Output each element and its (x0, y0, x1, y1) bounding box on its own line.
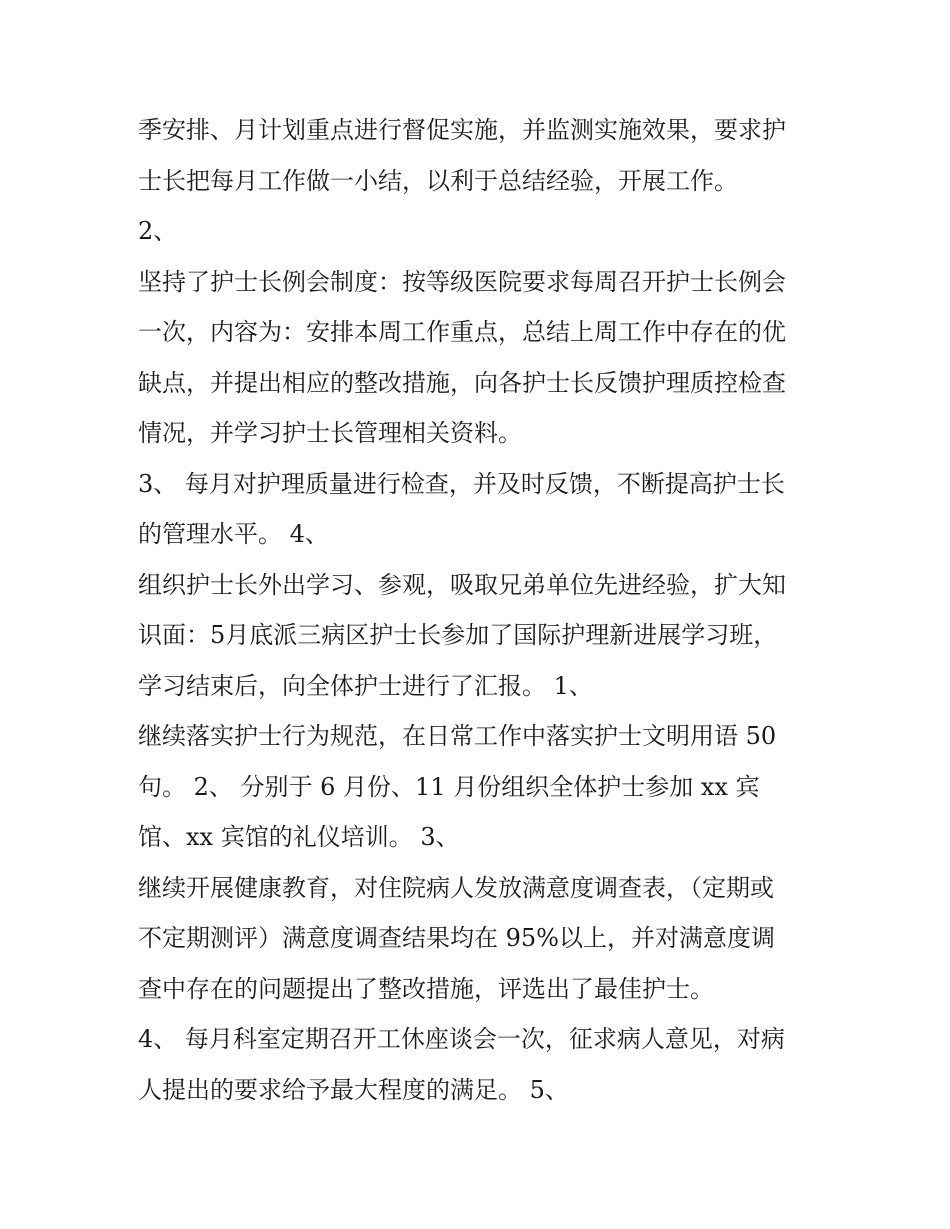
body-text (138, 105, 828, 1115)
text-line: 2、 (138, 217, 178, 245)
text-line: 3、 每月对护理质量进行检查，并及时反馈，不断提高护士长 (138, 469, 785, 498)
text-line: 一次，内容为：安排本周工作重点，总结上周工作中存在的优 (138, 318, 786, 346)
text-line: 人提出的要求给予最大程度的满足。 5、 (138, 1075, 569, 1104)
text-line: 继续开展健康教育，对住院病人发放满意度调查表，（定期或 (138, 873, 774, 902)
text-line: 组织护士长外出学习、参观，吸取兄弟单位先进经验，扩大知 (138, 570, 786, 599)
text-line: 4、 每月科室定期召开工休座谈会一次，征求病人意见，对病 (138, 1025, 785, 1053)
text-line: 学习结束后，向全体护士进行了汇报。 1、 (138, 671, 593, 700)
text-line: 句。 2、 分别于 6 月份、11 月份组织全体护士参加 xx 宾 (138, 772, 760, 801)
text-line: 的管理水平。 4、 (138, 520, 329, 548)
text-line: 识面：5月底派三病区护士长参加了国际护理新进展学习班， (138, 621, 778, 649)
text-line: 继续落实护士行为规范，在日常工作中落实护士文明用语 50 (138, 722, 777, 750)
text-line: 士长把每月工作做一小结，以利于总结经验，开展工作。 (138, 166, 738, 195)
text-line: 不定期测评）满意度调查结果均在 95%以上，并对满意度调 (138, 924, 775, 952)
text-line: 情况，并学习护士长管理相关资料。 (138, 419, 522, 447)
text-line: 坚持了护士长例会制度：按等级医院要求每周召开护士长例会 (138, 267, 786, 296)
text-line: 查中存在的问题提出了整改措施，评选出了最佳护士。 (138, 974, 714, 1003)
text-line: 缺点，并提出相应的整改措施，向各护士长反馈护理质控检查 (138, 368, 786, 397)
text-line: 馆、xx 宾馆的礼仪培训。 3、 (138, 823, 460, 851)
text-line: 季安排、月计划重点进行督促实施，并监测实施效果，要求护 (138, 116, 786, 144)
